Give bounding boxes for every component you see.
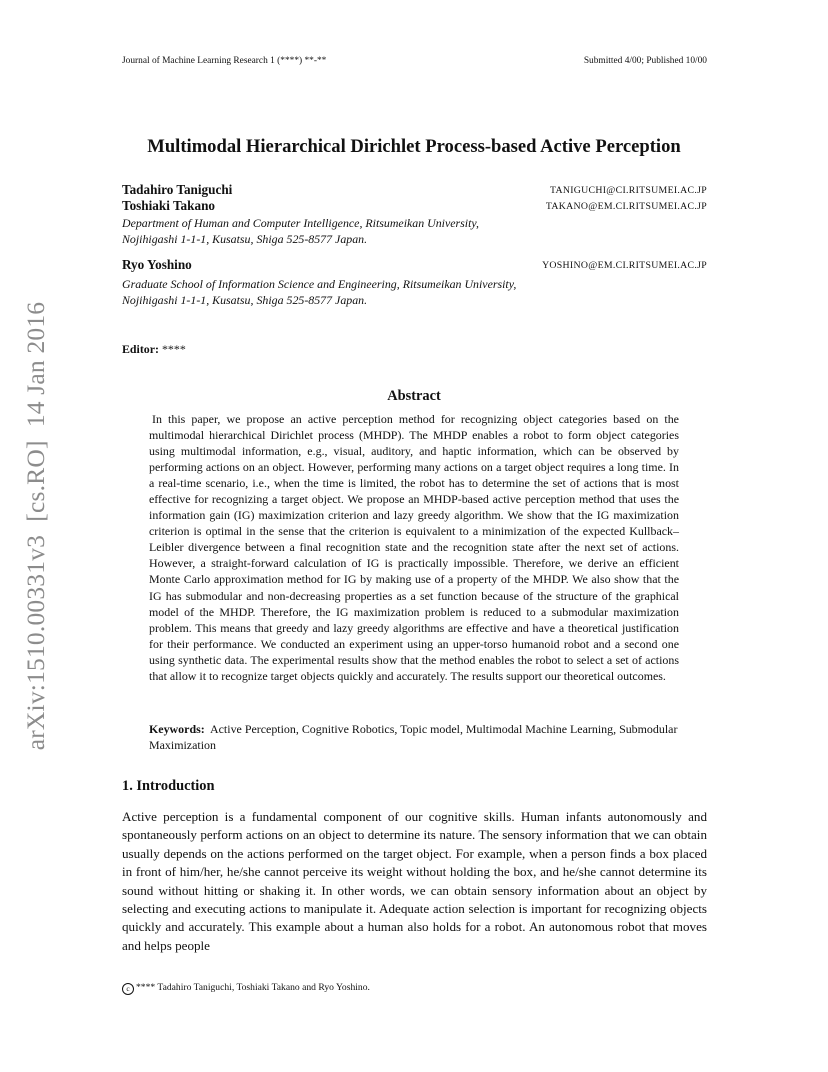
affiliation-1-line-1: Department of Human and Computer Intelligence, Ritsumeikan University, [122,216,479,230]
author-name-1: Tadahiro Taniguchi [122,182,233,197]
keywords-text: Active Perception, Cognitive Robotics, Topic model, Multimodal Machine Learning, Submodular Maximization [149,722,678,753]
section-heading-introduction: 1. Introduction [122,778,215,794]
copyright-icon: c [122,983,134,995]
abstract-body [149,411,679,684]
editor-label: Editor: [122,342,159,356]
copyright-footer [122,982,370,995]
editor-line [122,342,186,357]
author-email-2[interactable]: TAKANO@EM.CI.RITSUMEI.AC.JP [545,201,707,212]
introduction-text: Active perception is a fundamental component of our cognitive skills. Human infants autonomously and spontaneously perform actions on an object to determine its nature. The sensory information that we can obtain usually depends on the actions performed on the target object. For example, when a person finds a box placed in front of him/her, he/she cannot perceive its weight without holding the box, and he/she cannot determine its sound without hitting or shaking it. In other words, we can obtain sensory information about an object by selecting and executing actions to manipulate it. Adequate action selection is important for recognizing objects quickly and accurately. This example about a human also holds for a robot. An autonomous robot that moves and helps people [122,809,707,953]
affiliation-2-line-2: Nojihigashi 1-1-1, Kusatsu, Shiga 525-8577 Japan. [122,293,368,307]
affiliation-1-line-2: Nojihigashi 1-1-1, Kusatsu, Shiga 525-8577 Japan. [122,232,368,246]
introduction-body [122,808,707,955]
author-email-1[interactable]: TANIGUCHI@CI.RITSUMEI.AC.JP [549,185,707,196]
keywords-label: Keywords: [149,722,205,736]
author-name-3: Ryo Yoshino [122,257,192,272]
abstract-heading: Abstract [387,388,441,404]
editor-value: **** [161,342,186,356]
copyright-text: **** Tadahiro Taniguchi, Toshiaki Takano and Ryo Yoshino. [136,982,370,993]
author-email-3[interactable]: YOSHINO@EM.CI.RITSUMEI.AC.JP [542,260,707,271]
arxiv-stamp[interactable]: arXiv:1510.00331v3 [cs.RO] 14 Jan 2016 [21,301,50,751]
author-name-2: Toshiaki Takano [122,198,215,213]
affiliation-2-line-1: Graduate School of Information Science and Engineering, Ritsumeikan University, [122,277,517,291]
journal-header: Journal of Machine Learning Research 1 (****) **-** [122,56,327,66]
paper-title: Multimodal Hierarchical Dirichlet Process-based Active Perception [147,136,681,157]
submission-dates: Submitted 4/00; Published 10/00 [583,56,707,66]
keywords [149,721,679,753]
abstract-text: In this paper, we propose an active perception method for recognizing object categories based on the multimodal hierarchical Dirichlet process (MHDP). The MHDP enables a robot to form object categories using multimodal information, e.g., visual, auditory, and haptic information, which can be observed by performing actions on an object. However, performing many actions on a target object requires a long time. In a real-time scenario, i.e., when the time is limited, the robot has to determine the set of actions that is most effective for recognizing a target object. We propose an MHDP-based active perception method that uses the information gain (IG) maximization criterion and lazy greedy algorithm. We show that the IG maximization criterion is optimal in the sense that the criterion is equivalent to a minimization of the expected Kullback–Leibler divergence between a final recognition state and the recognition state after the next set of actions. However, a straight-forward calculation of IG is practically impossible. Therefore, we derive an efficient Monte Carlo approximation method for IG by making use of a property of the MHDP. We also show that the IG has submodular and non-decreasing properties as a set function because of the structure of the graphical model of the MHDP. Therefore, the IG maximization problem is reduced to a submodular maximization problem. This means that greedy and lazy greedy algorithms are effective and have a theoretical justification for their performance. We conducted an experiment using an upper-torso humanoid robot and a second one using synthetic data. The experimental results show that the method enables the robot to select a set of actions that allow it to recognize target objects quickly and accurately. The results support our theoretical outcomes. [149,412,679,683]
